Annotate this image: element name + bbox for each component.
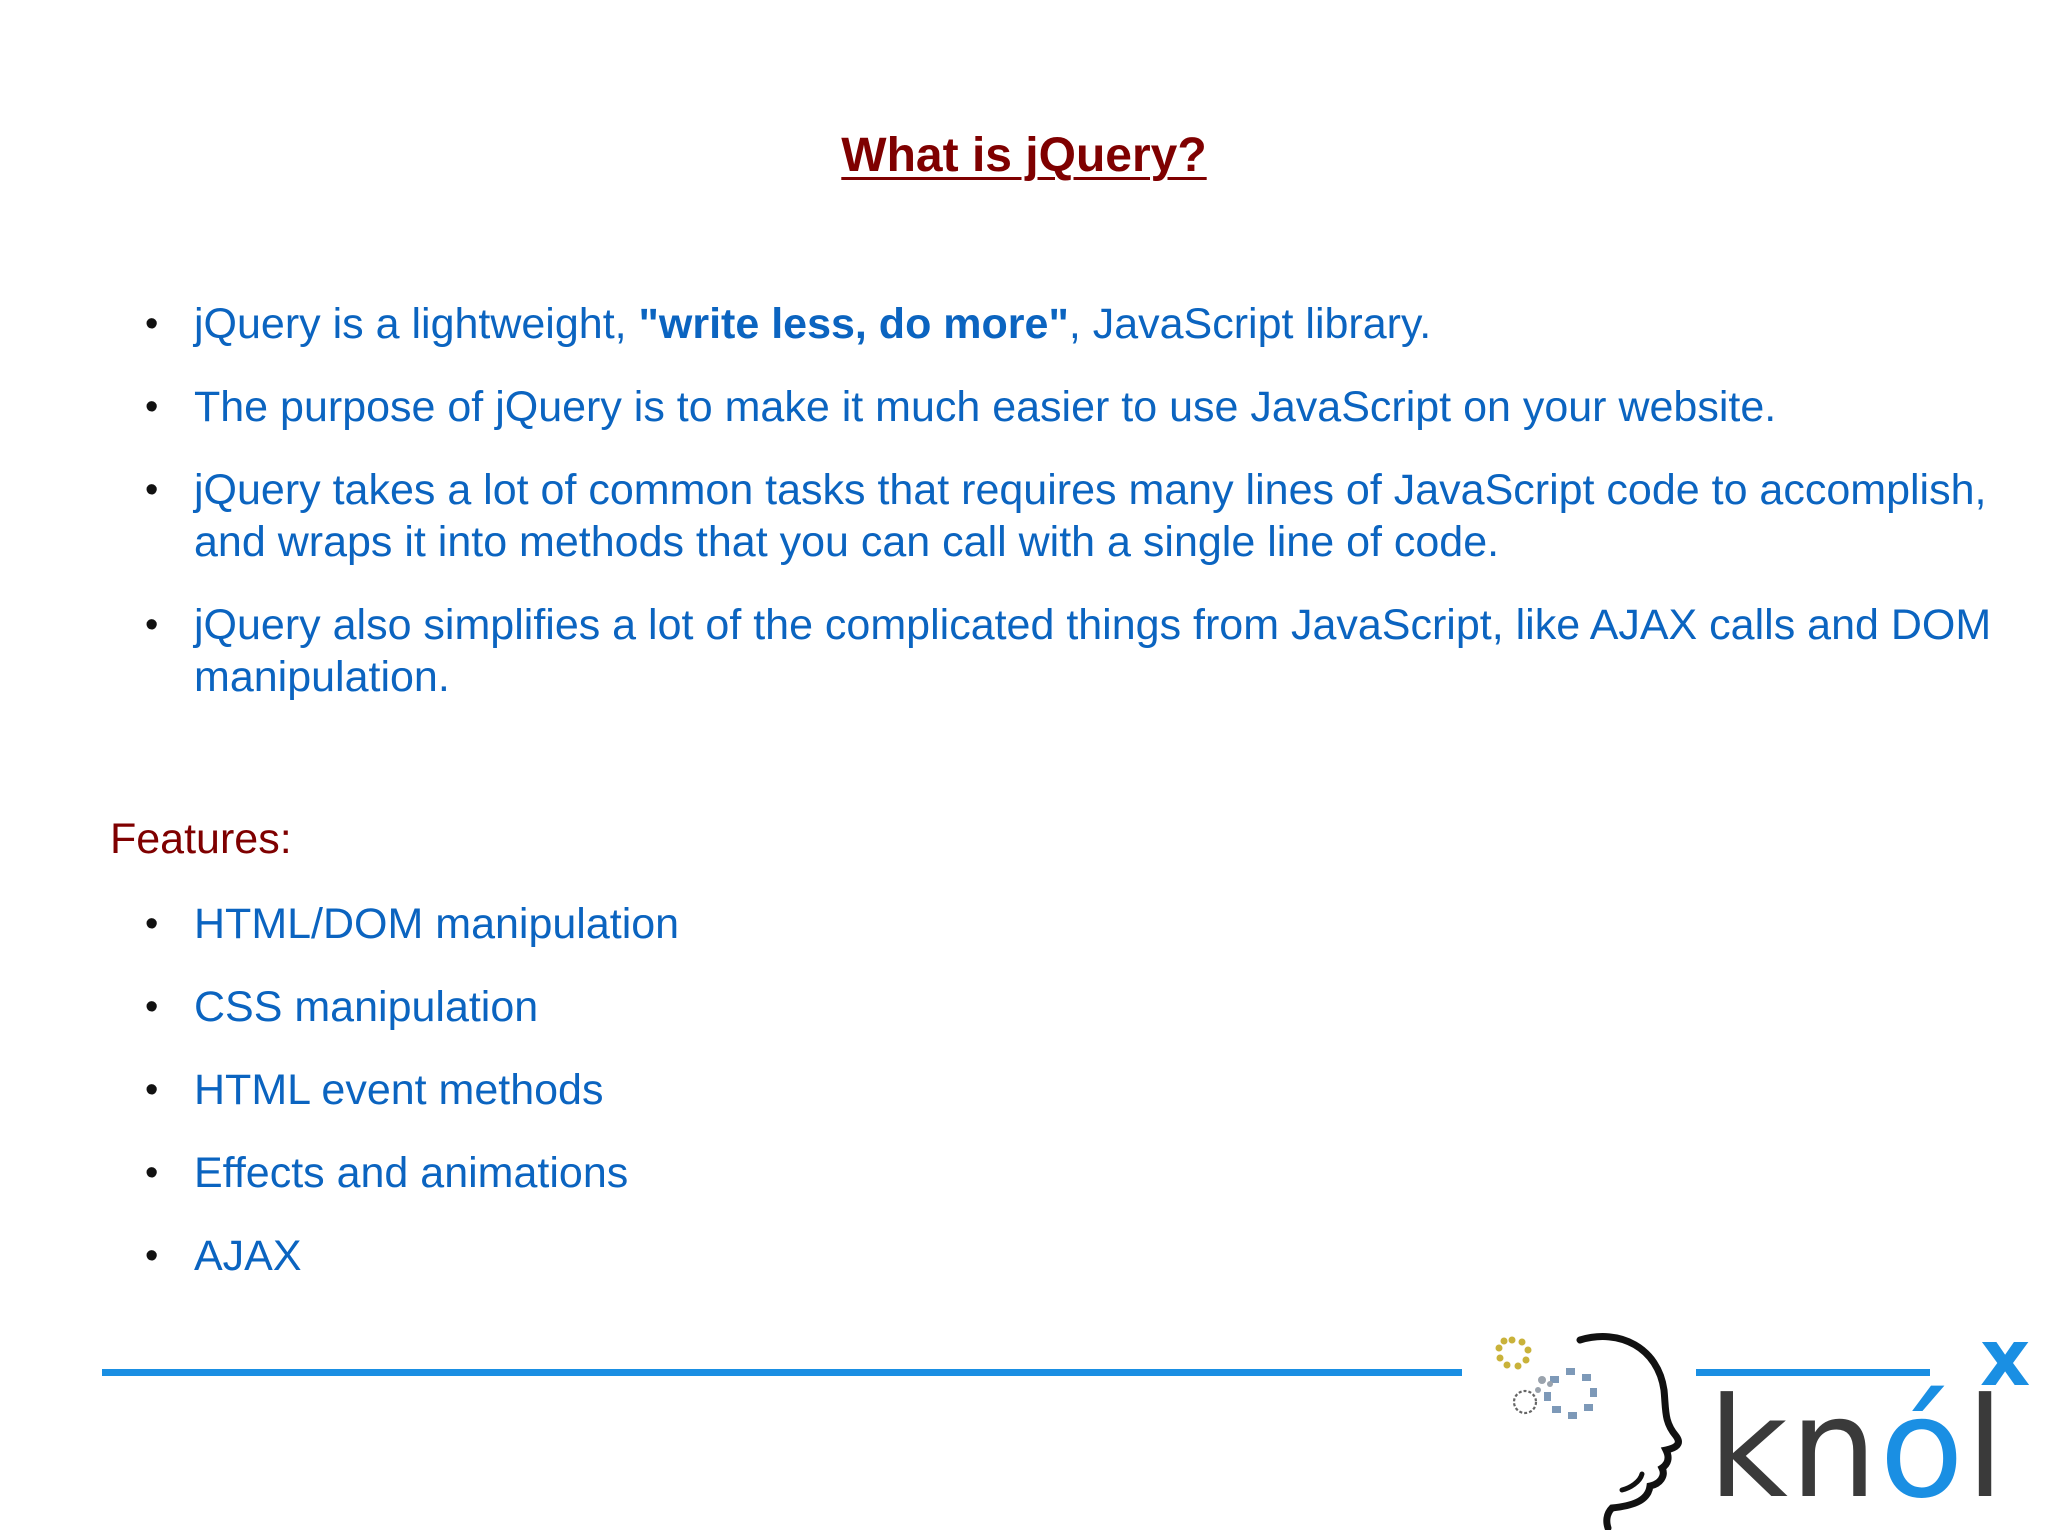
logo-superscript-x: x [1980,1314,2031,1404]
features-bullet-list [145,898,2025,1313]
feature-item: • CSS manipulation [145,981,2025,1033]
intro-bullet-1-text-end: , JavaScript library. [1068,300,1432,348]
intro-bullet-4: • jQuery also simplifies a lot of the complicated things from JavaScript, like AJAX calls and DOM manipulation. [145,599,2025,703]
head-gears-icon [1480,1318,1720,1530]
logo-wordmark-prefix: kn [1708,1368,1880,1529]
feature-item: • HTML event methods [145,1064,2025,1116]
knolx-logo [1480,1314,2040,1530]
intro-bullet-1 [145,298,2025,350]
intro-bullet-list [145,298,2025,734]
intro-bullet-2: • The purpose of jQuery is to make it much easier to use JavaScript on your website. [145,381,2025,433]
features-heading: Features: [110,815,292,863]
feature-item: • HTML/DOM manipulation [145,898,2025,950]
slide-title: What is jQuery? [841,129,1207,182]
feature-item: • AJAX [145,1230,2025,1282]
feature-item: • Effects and animations [145,1147,2025,1199]
intro-bullet-1-emphasis: "write less, do more" [638,300,1069,348]
logo-wordmark-suffix: l [1965,1368,2007,1529]
logo-wordmark [1708,1368,2007,1529]
footer-rule-left [102,1369,1462,1376]
intro-bullet-3: • jQuery takes a lot of common tasks that requires many lines of JavaScript code to accomplish, and wraps it into methods that you can call with a single line of code. [145,464,2025,568]
intro-bullet-1-text: jQuery is a lightweight, [194,300,639,348]
logo-wordmark-accent: ó [1879,1368,1966,1529]
